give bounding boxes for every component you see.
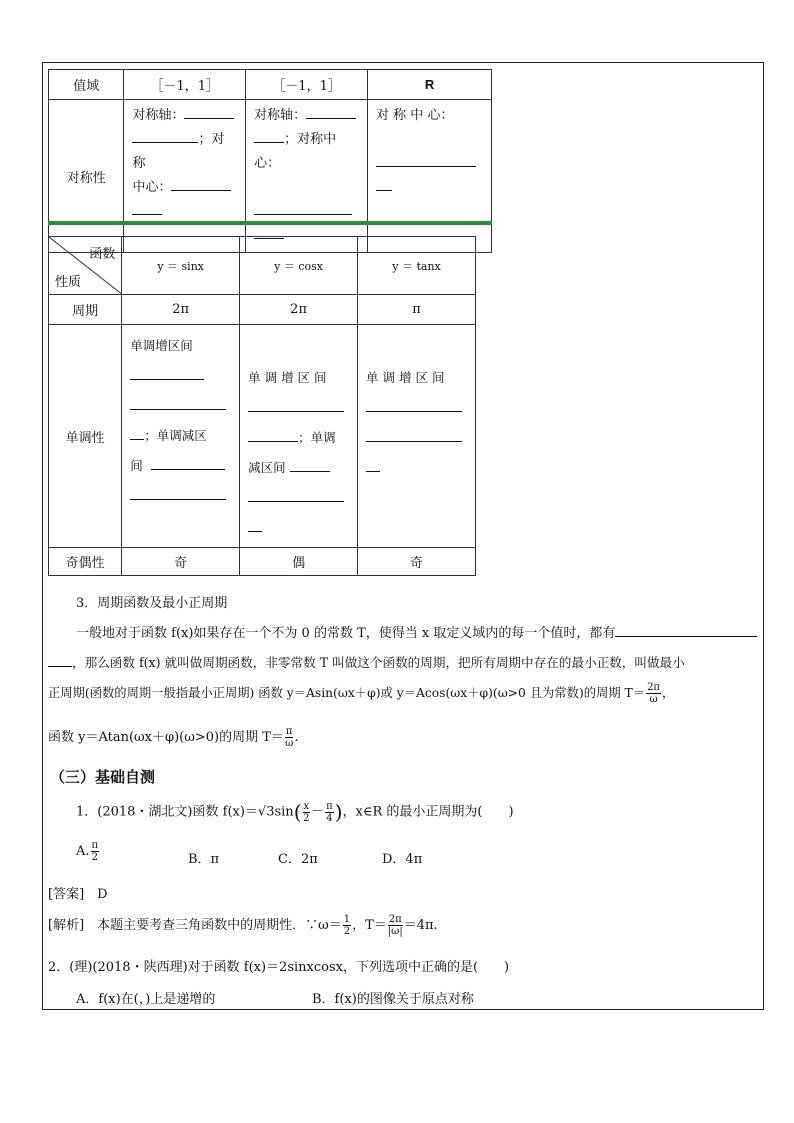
mono-sin-dec-label: ；单调减区 <box>144 428 207 443</box>
q1-option-d[interactable]: D．4π <box>382 852 423 867</box>
period-fraction-tan <box>285 726 294 749</box>
q1-suffix: ，x∈R 的最小正周期为( ) <box>342 804 514 820</box>
tan-inc-blank[interactable] <box>366 397 462 412</box>
period-fraction-sin <box>646 682 661 705</box>
symmetry-tan-center-label: 对 称 中 心： <box>376 108 454 123</box>
q1-prefix: 1．(2018・湖北文)函数 f(x)＝√3sin <box>76 804 294 820</box>
mono-tan-inc-label: 单 调 增 区 间 <box>366 370 445 385</box>
mono-tan-cell <box>358 325 476 548</box>
sin-center-blank-2[interactable] <box>132 200 162 215</box>
section3-paragraph-line3: 正周期(函数的周期一般指最小正周期) 函数 y＝Asin(ωx＋φ)或 y＝Acos(ωx＋φ)(ω>0 且为常数)的周期 T＝ $\frac{2\pi}{\omega}$ ， <box>48 682 675 705</box>
header-function-label: 函数 <box>89 247 116 262</box>
monotonicity-label: 单调性 <box>49 325 122 548</box>
green-divider <box>48 221 492 225</box>
symmetry-sin-cell <box>124 100 246 253</box>
analysis-fraction-omega <box>343 914 351 937</box>
mono-cos-dec-label: ；单调 <box>298 430 336 445</box>
q1-answer: [答案] D <box>48 887 108 902</box>
q1-option-b[interactable]: B．π <box>188 852 220 867</box>
minus-sign: － <box>311 804 325 820</box>
symmetry-cos-axis-label: 对称轴： <box>254 108 307 123</box>
fraction-numerator: π <box>91 840 99 851</box>
cos-inc-blank[interactable] <box>248 397 344 412</box>
tan-center-blank[interactable] <box>376 152 476 167</box>
question-2: 2．(理)(2018・陕西理)对于函数 f(x)＝2sinxcosx，下列选项中正确的是( ) <box>48 960 510 975</box>
parity-sin: 奇 <box>122 548 240 576</box>
analysis-text-a: [解析] 本题主要考查三角函数中的周期性．∵ω＝ <box>48 918 342 933</box>
fraction-denominator: ω <box>649 694 658 705</box>
sin-dec-blank[interactable] <box>151 455 225 470</box>
q2-option-b[interactable]: B．f(x)的图像关于原点对称 <box>312 992 474 1007</box>
fraction-denominator: |ω| <box>387 926 403 937</box>
mono-sin-cell <box>122 325 240 548</box>
option-a-label: A. <box>76 844 90 859</box>
symmetry-sin-center-label: ；对称 <box>132 132 225 171</box>
fraction-numerator: 2π <box>647 682 660 693</box>
section3-p1: 一般地对于函数 f(x)如果存在一个不为 0 的常数 T，使得当 x 取定义域内的每一个值时，都有 <box>76 626 616 641</box>
right-paren: ) <box>334 800 343 824</box>
symmetry-cos-center-label: ；对称中心： <box>254 132 337 171</box>
symmetry-tan-cell <box>368 100 492 253</box>
cos-axis-blank-2[interactable] <box>254 128 284 143</box>
symmetry-sin-center-label-2: 中心： <box>132 180 172 195</box>
period-cos: 2π <box>240 295 358 325</box>
q2-option-a[interactable]: A．f(x)在(，)上是递增的 <box>76 992 216 1007</box>
range-cos: ［－1，1］ <box>246 70 368 100</box>
tan-inc-blank-2[interactable] <box>366 427 462 442</box>
q1-fraction-x <box>303 801 311 824</box>
parity-tan: 奇 <box>358 548 476 576</box>
mono-sin-inc-label: 单调增区间 <box>130 338 193 353</box>
sin-inc-blank[interactable] <box>130 365 204 380</box>
fraction-denominator: 2 <box>303 812 310 824</box>
range-sin: ［－1，1］ <box>124 70 246 100</box>
fraction-denominator: 2 <box>343 926 351 937</box>
fraction-denominator: ω <box>285 738 294 749</box>
period-definition-blank-2[interactable] <box>48 652 72 667</box>
cos-dec-blank-3[interactable] <box>248 517 262 532</box>
mono-cos-inc-label: 单 调 增 区 间 <box>248 370 327 385</box>
cos-axis-blank[interactable] <box>306 104 356 119</box>
analysis-text-b: ，T＝ <box>352 918 387 933</box>
q1-fraction-pi <box>325 801 334 824</box>
fraction-numerator: 2π <box>388 914 402 925</box>
section3-paragraph-line2 <box>48 652 685 671</box>
q1-option-c[interactable]: C．2π <box>278 852 318 867</box>
tan-inc-blank-3[interactable] <box>366 457 380 472</box>
symmetry-label: 对称性 <box>49 100 124 253</box>
cos-center-blank[interactable] <box>254 200 352 215</box>
sin-center-blank[interactable] <box>171 176 231 191</box>
section3-p2: ，那么函数 f(x) 就叫做周期函数，非零常数 T 叫做这个函数的周期，把所有周期中存在的最小正数，叫做最小 <box>72 655 685 670</box>
analysis-fraction-period <box>388 914 403 937</box>
function-properties-table-continued <box>48 69 492 253</box>
section3-p3: 正周期(函数的周期一般指最小正周期) 函数 y＝Asin(ωx＋φ)或 y＝Acos(ωx＋φ)(ω>0 且为常数)的周期 T＝ <box>48 686 646 700</box>
parity-label: 奇偶性 <box>49 548 122 576</box>
fraction-numerator: π <box>326 800 333 812</box>
mono-cos-dec-label-2: 减区间 <box>248 460 286 475</box>
basic-test-heading: （三）基础自测 <box>50 768 156 786</box>
fraction-numerator: 1 <box>343 914 351 925</box>
function-properties-table <box>48 236 476 576</box>
symmetry-cos-cell <box>246 100 368 253</box>
sin-axis-blank-2[interactable] <box>132 128 198 143</box>
mono-cos-cell <box>240 325 358 548</box>
header-property-label: 性质 <box>55 275 82 290</box>
period-label: 周期 <box>49 295 122 325</box>
fraction-denominator: 4 <box>326 812 333 824</box>
section3-title: 3．周期函数及最小正周期 <box>76 596 228 611</box>
section3-p4: 函数 y＝Atan(ωx＋φ)(ω>0)的周期 T＝ <box>48 730 284 745</box>
fraction-denominator: 2 <box>91 852 98 863</box>
range-tan: R <box>368 70 492 100</box>
col-cos-header: y ＝ cosx <box>240 237 358 295</box>
option-a-fraction <box>91 840 100 863</box>
cos-dec-blank-2[interactable] <box>248 487 344 502</box>
tan-center-blank-2[interactable] <box>376 176 392 191</box>
fraction-numerator: π <box>285 726 293 737</box>
sin-dec-blank-2[interactable] <box>130 485 226 500</box>
section3-paragraph-line1 <box>76 622 757 641</box>
sin-inc-blank-2[interactable] <box>130 395 226 410</box>
sin-inc-blank-3[interactable] <box>130 425 144 440</box>
fraction-numerator: x <box>303 800 310 812</box>
section3-paragraph-line4: 函数 y＝Atan(ωx＋φ)(ω>0)的周期 T＝ $\frac{\pi}{\omega}$ . <box>48 726 299 749</box>
question-1 <box>76 800 514 824</box>
cos-inc-blank-2[interactable] <box>248 427 298 442</box>
cos-dec-blank[interactable] <box>290 457 330 472</box>
mono-sin-dec-label-2: 间 <box>130 458 143 473</box>
analysis-text-c: ＝4π. <box>403 918 438 933</box>
left-paren: ( <box>293 800 302 824</box>
col-tan-header: y ＝ tanx <box>358 237 476 295</box>
range-label: 值域 <box>49 70 124 100</box>
period-sin: 2π <box>122 295 240 325</box>
parity-cos: 偶 <box>240 548 358 576</box>
sin-axis-blank[interactable] <box>184 104 234 119</box>
period-definition-blank[interactable] <box>615 622 757 637</box>
diagonal-header-cell <box>49 237 122 295</box>
symmetry-sin-axis-label: 对称轴： <box>132 108 185 123</box>
q1-analysis <box>48 914 438 937</box>
q1-option-a[interactable] <box>76 840 100 863</box>
col-sin-header: y ＝ sinx <box>122 237 240 295</box>
period-tan: π <box>358 295 476 325</box>
